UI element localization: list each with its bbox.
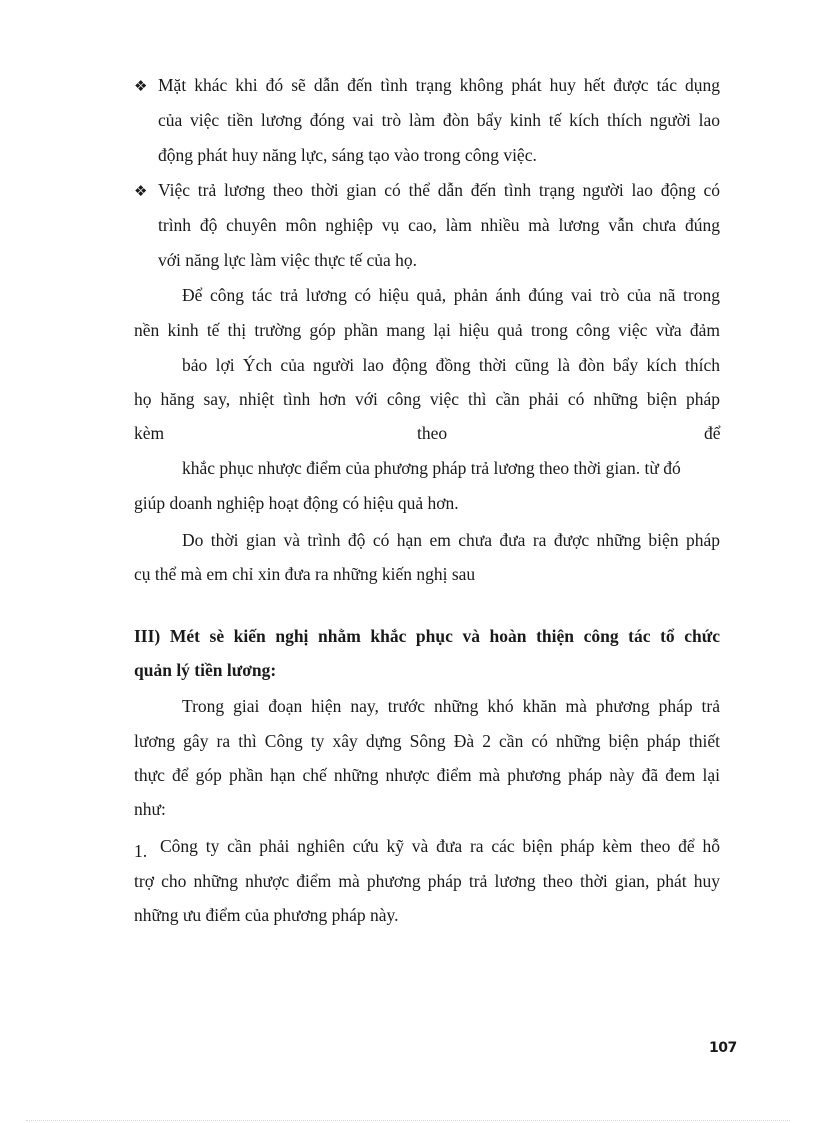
para-1-line-2: nền kinh tế thị trường góp phần mang lại hiệu quả trong công việc vừa đảm [134, 320, 720, 340]
bullet-1-line-2: của việc tiền lương đóng vai trò làm đòn bẩy kinh tế kích thích người lao [158, 110, 720, 130]
para-1-line-3: bảo lợi Ých của người lao động đồng thời cũng là đòn bẩy kích thích [182, 355, 720, 375]
para-2-line-2: cụ thể mà em chỉ xin đưa ra những kiến nghị sau [134, 564, 476, 584]
para-1-line-7: giúp doanh nghiệp hoạt động có hiệu quả hơn. [134, 493, 459, 513]
bullet-2-line-3: với năng lực làm việc thực tế của họ. [158, 250, 418, 270]
para-1-word-kem: kèm [134, 423, 165, 443]
para-1-line-1: Để công tác trả lương có hiệu quả, phản ánh đúng vai trò của nã trong [182, 285, 720, 305]
page-number: 107 [709, 1040, 737, 1056]
item-1-line-2: trợ cho những nhược điểm mà phương pháp trả lương theo thời gian, phát huy [134, 871, 720, 891]
para-3-line-4: như: [134, 799, 166, 819]
item-1-line-1: Công ty cần phải nghiên cứu kỹ và đưa ra các biện pháp kèm theo để hỗ [160, 836, 720, 856]
item-1-number: 1. [134, 841, 148, 861]
bullet-icon: ❖ [134, 182, 148, 200]
bullet-2-line-1: Việc trả lương theo thời gian có thể dẫn đến tình trạng người lao động có [158, 180, 720, 200]
para-3-line-1: Trong giai đoạn hiện nay, trước những khó khăn mà phương pháp trả [182, 696, 720, 716]
bullet-1-line-1: Mặt khác khi đó sẽ dẫn đến tình trạng không phát huy hết được tác dụng [158, 75, 720, 95]
para-1-word-de: để [704, 423, 721, 443]
item-1-line-3: những ưu điểm của phương pháp này. [134, 905, 399, 925]
footer-divider [26, 1120, 790, 1121]
para-1-line-4: họ hăng say, nhiệt tình hơn với công việc thì cần phải có những biện pháp [134, 389, 720, 409]
para-3-line-2: lương gây ra thì Công ty xây dựng Sông Đà 2 cần có những biện pháp thiết [134, 731, 720, 751]
section-heading-line-1: III) Mét sè kiến nghị nhằm khắc phục và hoàn thiện công tác tổ chức [134, 626, 720, 646]
bullet-2-line-2: trình độ chuyên môn nghiệp vụ cao, làm nhiều mà lương vẫn chưa đúng [158, 215, 720, 235]
section-heading-line-2: quản lý tiền lương: [134, 660, 277, 680]
para-1-line-6: khắc phục nhược điểm của phương pháp trả lương theo thời gian. từ đó [182, 458, 681, 478]
bullet-1-line-3: động phát huy năng lực, sáng tạo vào trong công việc. [158, 145, 537, 165]
para-2-line-1: Do thời gian và trình độ có hạn em chưa đưa ra được những biện pháp [182, 530, 720, 550]
bullet-icon: ❖ [134, 77, 148, 95]
para-1-word-theo: theo [417, 423, 448, 443]
para-3-line-3: thực để góp phần hạn chế những nhược điểm mà phương pháp này đã đem lại [134, 765, 720, 785]
